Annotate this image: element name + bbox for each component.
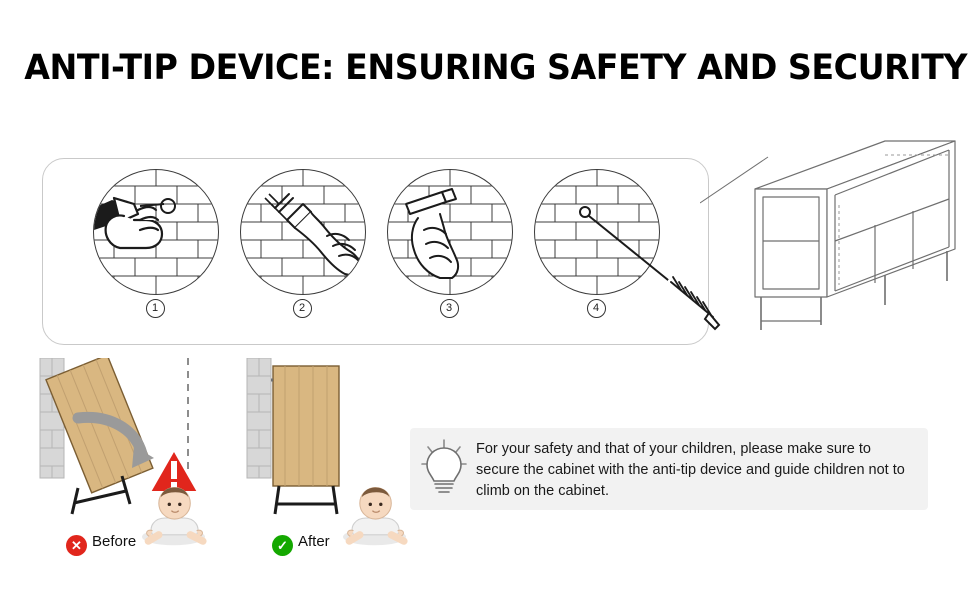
page-title: ANTI-TIP DEVICE: ENSURING SAFETY AND SECURITY [24,48,967,88]
before-label-text: Before [92,533,137,550]
step-2-number: 2 [240,299,364,318]
step-3 [387,169,511,314]
step-1-number: 1 [93,299,217,318]
after-label [272,533,330,556]
screw-icon [563,189,738,339]
step-2 [240,169,364,314]
check-icon: ✓ [272,535,293,556]
power-drill-icon [241,170,365,294]
safety-note-box [410,428,928,510]
wall-anchor-hammer-icon [388,170,512,294]
step-4-number: 4 [534,299,658,318]
step-3-illustration [387,169,513,295]
step-1 [93,169,217,314]
cross-icon: ✕ [66,535,87,556]
before-illustration [38,358,238,558]
step-1-illustration [93,169,219,295]
safety-note-text: For your safety and that of your children, please make sure to secure the cabinet with the anti-tip device and guide children not to climb on the cabinet. [476,441,905,499]
after-label-text: After [298,533,330,550]
hand-marking-pencil-icon [94,170,218,294]
before-label [66,533,136,556]
installation-steps-panel [42,158,709,345]
cabinet-illustration [735,125,960,335]
step-2-illustration [240,169,366,295]
step-3-number: 3 [387,299,511,318]
lightbulb-icon [418,438,470,498]
